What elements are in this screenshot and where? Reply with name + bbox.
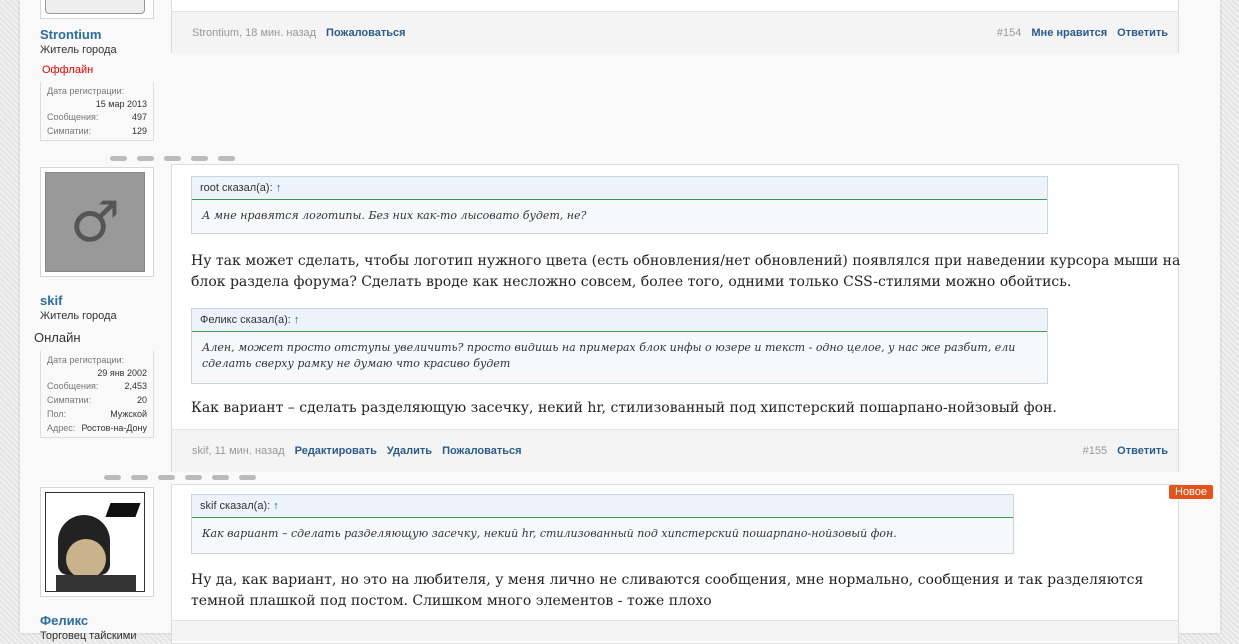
message-155	[171, 164, 1179, 472]
stat-value: 15 мар 2013	[95, 99, 147, 109]
like-link[interactable]: Мне нравится	[1031, 27, 1108, 39]
stat-value: 129	[131, 126, 147, 136]
status-badge: Оффлайн	[42, 64, 94, 76]
message-text: Ну так может сделать, чтобы логотип нужного цвета (есть обновления/нет обновлений) появлялся при наведении курсора мыши на блок раздела форума? Сделать вроде как несложно совсем, более того, одними только CSS-стилями можно обойтись.	[191, 253, 1181, 290]
stat-row	[47, 353, 147, 367]
stat-label: Адрес:	[47, 423, 76, 433]
user-panel-strontium	[40, 0, 154, 141]
quote-header	[192, 309, 1047, 332]
stat-value: 497	[131, 112, 147, 122]
user-panel-skif	[34, 167, 154, 438]
message-footer	[172, 620, 1178, 641]
message-text: Ну да, как вариант, но это на любителя, у меня лично не сливаются сообщения, мне нормально, сообщения и так разделяются темной плашкой под постом. Слишком много элементов - тоже плохо	[191, 572, 1144, 609]
post-number[interactable]: #154	[996, 27, 1022, 39]
stat-label: Симпатии:	[47, 395, 92, 405]
message-text: Как вариант – сделать разделяющую засечку, некий hr, стилизованный под хипстерский пошарпано-нойзовый фон.	[191, 400, 1057, 416]
username[interactable]: Strontium	[40, 27, 102, 42]
stat-row	[47, 84, 147, 98]
stat-label: Дата регистрации:	[47, 86, 125, 96]
quote-author: skif сказал(а):	[200, 500, 271, 512]
reply-link[interactable]: Ответить	[1117, 27, 1168, 39]
post-meta[interactable]: Strontium, 18 мин. назад	[192, 27, 317, 39]
avatar[interactable]	[40, 167, 154, 277]
reply-link[interactable]: Ответить	[1117, 445, 1168, 457]
post-number[interactable]: #155	[1082, 445, 1108, 457]
username[interactable]: skif	[40, 293, 63, 308]
footer-actions	[997, 27, 1168, 39]
avatar-image	[45, 172, 145, 272]
user-panel-feliks	[40, 487, 154, 642]
jump-to-quote-icon[interactable]: ↑	[275, 182, 282, 194]
message-156	[171, 484, 1179, 644]
new-badge: Новое	[1169, 485, 1213, 499]
stat-value: 29 янв 2002	[97, 368, 147, 378]
quote-author: Феликс сказал(а):	[200, 314, 291, 326]
stat-value: Мужской	[110, 409, 147, 419]
male-symbol-icon: ♂	[69, 189, 121, 255]
quote-block	[191, 494, 1014, 554]
quote-block	[191, 176, 1048, 234]
stat-row	[47, 421, 147, 435]
edit-link[interactable]: Редактировать	[294, 445, 377, 457]
footer-actions	[1083, 445, 1168, 457]
report-link[interactable]: Пожаловаться	[442, 445, 522, 457]
post-meta[interactable]: skif, 11 мин. назад	[192, 445, 285, 457]
user-title: Торговец тайскими	[40, 630, 137, 642]
user-stats	[40, 82, 154, 141]
message-footer	[172, 11, 1178, 54]
quote-header	[192, 177, 1047, 200]
quote-text: А мне нравятся логотипы. Без них как-то лысовато будет, не?	[202, 209, 587, 222]
stat-row	[47, 379, 147, 393]
jump-to-quote-icon[interactable]: ↑	[273, 500, 279, 512]
message-154	[171, 0, 1179, 53]
stat-row	[47, 407, 147, 421]
stat-label: Сообщения:	[47, 381, 99, 391]
stat-row	[47, 124, 147, 138]
divider-notch	[104, 475, 256, 480]
stat-value: Ростов-на-Дону	[81, 423, 147, 433]
stat-value: 2,453	[124, 381, 147, 391]
report-link[interactable]: Пожаловаться	[326, 27, 406, 39]
quote-text: Ален, может просто отступы увеличить? просто видишь на примерах блок инфы о юзере и текст - одно целое, у нас же разбит, ели сделать сверху рамку не думаю что красиво будет	[202, 341, 1016, 370]
quote-text: Как вариант – сделать разделяющую засечку, некий hr, стилизованный под хипстерский пошарпано-нойзовый фон.	[202, 527, 897, 540]
delete-link[interactable]: Удалить	[386, 445, 433, 457]
user-title: Житель города	[40, 310, 117, 322]
avatar-image	[45, 492, 145, 592]
stat-label: Сообщения:	[47, 112, 99, 122]
stat-label: Симпатии:	[47, 126, 92, 136]
quote-header	[192, 495, 1013, 518]
stat-row	[47, 393, 147, 407]
avatar-image	[45, 0, 145, 14]
user-stats	[40, 351, 154, 438]
quote-block	[191, 308, 1048, 384]
divider-notch	[110, 156, 235, 161]
message-footer	[172, 429, 1178, 472]
username[interactable]: Феликс	[40, 613, 89, 628]
user-title: Житель города	[40, 44, 117, 56]
stat-label: Дата регистрации:	[47, 355, 125, 365]
stat-row	[47, 110, 147, 124]
avatar[interactable]	[40, 487, 154, 597]
avatar[interactable]	[40, 0, 154, 19]
stat-label: Пол:	[47, 409, 67, 419]
jump-to-quote-icon[interactable]: ↑	[293, 314, 300, 326]
quote-author: root сказал(а):	[200, 182, 273, 194]
stat-value: 20	[136, 395, 147, 405]
status-badge: Онлайн	[34, 330, 81, 345]
